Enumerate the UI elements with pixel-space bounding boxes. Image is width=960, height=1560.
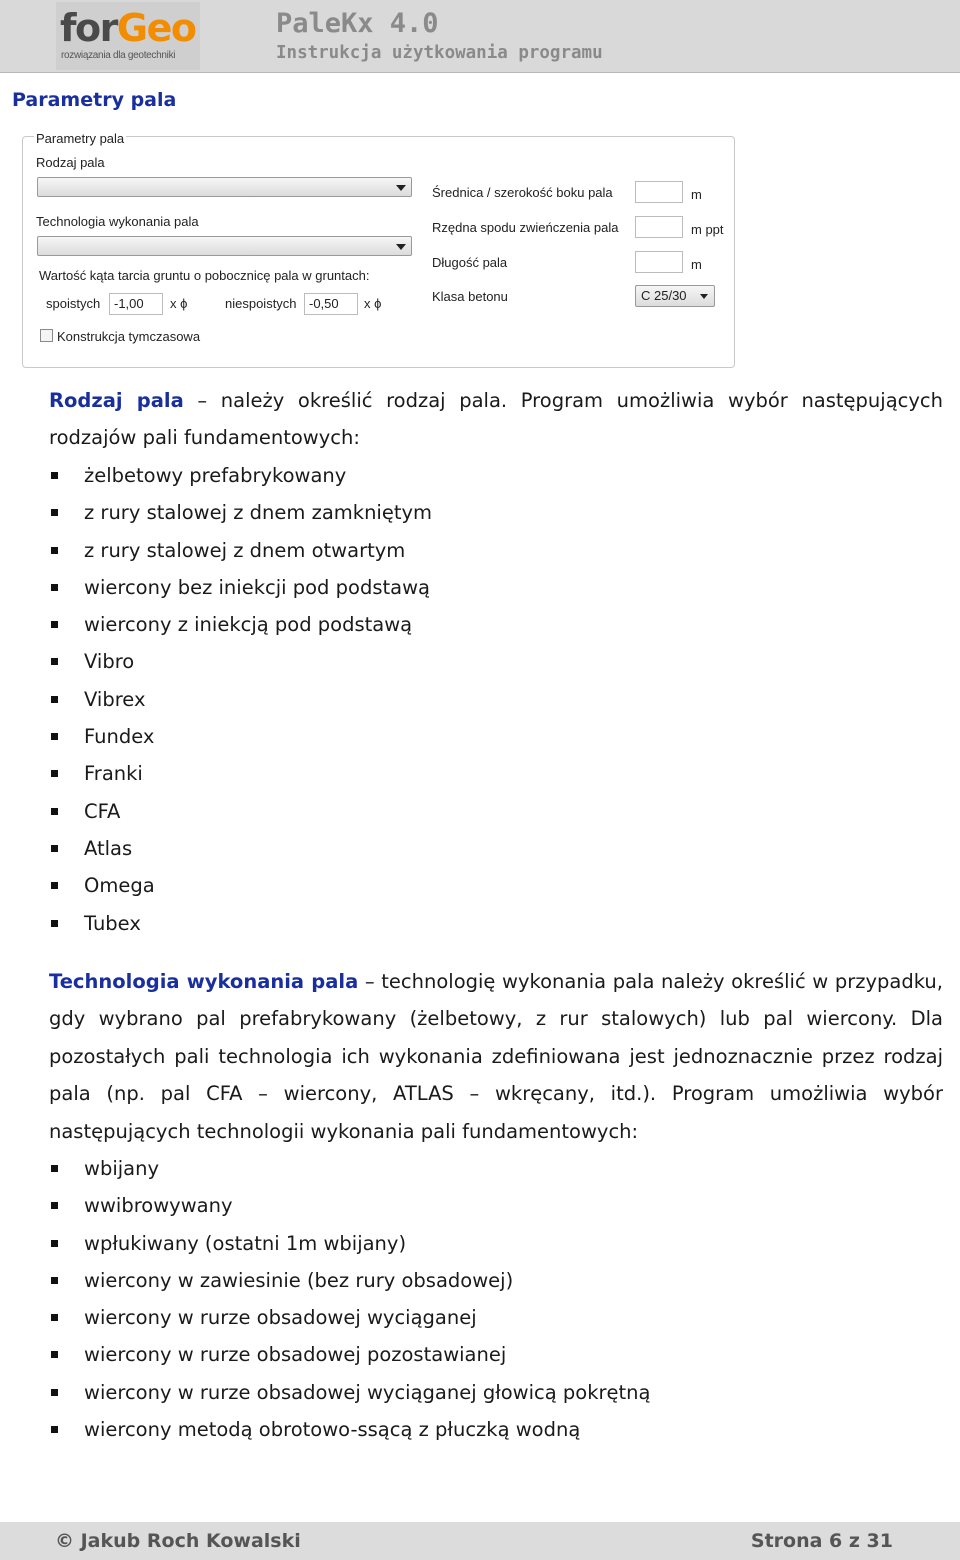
list-item: [49, 457, 432, 494]
list-item: [49, 681, 432, 718]
square-bullet-icon: [51, 1314, 58, 1321]
square-bullet-icon: [51, 1426, 58, 1433]
length-input[interactable]: [635, 251, 683, 273]
diameter-unit: m: [691, 187, 702, 202]
cohesive-unit: x ϕ: [170, 296, 188, 311]
square-bullet-icon: [51, 808, 58, 815]
list-item: [49, 1225, 651, 1262]
square-bullet-icon: [51, 621, 58, 628]
forgeo-logo: [56, 2, 200, 70]
list-item: [49, 569, 432, 606]
group-title: Parametry pala: [36, 131, 125, 146]
concrete-class-dropdown[interactable]: [635, 285, 715, 307]
cap-level-label: Rzędna spodu zwieńczenia pala: [432, 220, 619, 235]
square-bullet-icon: [51, 920, 58, 927]
noncohesive-friction-input[interactable]: -0,50: [304, 293, 358, 315]
list-item-text: wiercony w rurze obsadowej pozostawianej: [84, 1343, 507, 1367]
temporary-construction-label: Konstrukcja tymczasowa: [57, 329, 201, 344]
list-item-text: wiercony bez iniekcji pod podstawą: [84, 575, 430, 599]
list-item: [49, 793, 432, 830]
page-header: [0, 0, 960, 73]
concrete-class-value: C 25/30: [641, 288, 687, 303]
pile-type-dropdown[interactable]: [37, 177, 412, 197]
square-bullet-icon: [51, 1277, 58, 1284]
list-item-text: żelbetowy prefabrykowany: [84, 464, 347, 487]
square-bullet-icon: [51, 1202, 58, 1209]
list-item: [49, 905, 432, 942]
list-item: [49, 1187, 651, 1224]
pile-type-term: Rodzaj pala: [49, 389, 184, 412]
chevron-down-icon: [396, 185, 406, 191]
square-bullet-icon: [51, 733, 58, 740]
pile-types-list: [49, 457, 432, 942]
list-item-text: Omega: [84, 874, 155, 898]
list-item-text: Franki: [84, 762, 143, 786]
list-item: [49, 867, 432, 904]
list-item: [49, 1299, 651, 1336]
list-item-text: wbijany: [84, 1157, 160, 1180]
list-item: [49, 755, 432, 792]
logo-wordmark-geo: Geo: [116, 6, 196, 50]
list-item-text: Atlas: [84, 836, 133, 860]
list-item-text: wwibrowywany: [84, 1194, 233, 1218]
list-item: [49, 1262, 651, 1299]
page-footer: [0, 1522, 960, 1560]
square-bullet-icon: [51, 472, 58, 479]
length-unit: m: [691, 257, 702, 272]
square-bullet-icon: [51, 509, 58, 516]
list-item-text: z rury stalowej z dnem zamkniętym: [84, 501, 433, 525]
list-item-text: Fundex: [84, 725, 155, 749]
chevron-down-icon: [700, 294, 708, 299]
logo-wordmark-for: for: [60, 6, 117, 50]
logo-wordmark: [60, 8, 195, 48]
temporary-construction-checkbox[interactable]: [40, 329, 53, 342]
square-bullet-icon: [51, 658, 58, 665]
list-item: [49, 532, 432, 569]
list-item-text: wiercony z iniekcją pod podstawą: [84, 613, 413, 637]
list-item-text: wiercony w rurze obsadowej wyciąganej głowicą pokrętną: [84, 1380, 651, 1404]
list-item-text: Tubex: [84, 911, 141, 935]
square-bullet-icon: [51, 770, 58, 777]
friction-label: Wartość kąta tarcia gruntu o pobocznicę pala w gruntach:: [39, 268, 370, 283]
square-bullet-icon: [51, 1165, 58, 1172]
footer-page-number: Strona 6 z 31: [750, 1530, 893, 1552]
list-item: [49, 606, 432, 643]
pile-parameters-panel: [22, 131, 735, 368]
technology-dropdown[interactable]: [37, 236, 412, 256]
length-label: Długość pala: [432, 255, 508, 270]
list-item-text: z rury stalowej z dnem otwartym: [84, 538, 406, 562]
list-item: [49, 1374, 651, 1411]
list-item-text: Vibrex: [84, 687, 146, 711]
logo-tagline: rozwiązania dla geotechniki: [61, 50, 176, 61]
pile-type-paragraph: [49, 382, 943, 457]
list-item-text: wiercony metodą obrotowo-ssącą z płuczką wodną: [84, 1418, 581, 1442]
square-bullet-icon: [51, 1240, 58, 1247]
noncohesive-label: niespoistych: [225, 296, 297, 311]
list-item: [49, 1411, 651, 1448]
list-item-text: CFA: [84, 799, 121, 823]
section-heading: Parametry pala: [12, 89, 177, 111]
chevron-down-icon: [396, 244, 406, 250]
list-item: [49, 643, 432, 680]
app-subtitle: Instrukcja użytkowania programu: [276, 43, 603, 63]
pile-type-description: – należy określić rodzaj pala. Program umożliwia wybór następujących rodzajów pali fundamentowych:: [49, 389, 944, 450]
diameter-label: Średnica / szerokość boku pala: [432, 185, 613, 200]
diameter-input[interactable]: [635, 181, 683, 203]
cap-level-input[interactable]: [635, 216, 683, 238]
list-item: [49, 494, 432, 531]
technology-description: – technologię wykonania pala należy określić w przypadku, gdy wybrano pal prefabrykowany (żelbetowy, z rur stalowych) lub pal wiercony. Dla pozostałych pali technologia ich wykonania zdefiniowana jest jednoznacznie przez rodzaj pala (np. pal CFA – wiercony, ATLAS – wkręcany, itd.). Program umożliwia wybór następujących technologii wykonania pali fundamentowych:: [49, 970, 943, 1143]
list-item-text: Vibro: [84, 650, 135, 674]
list-item-text: wpłukiwany (ostatni 1m wbijany): [84, 1231, 407, 1255]
cohesive-label: spoistych: [46, 296, 101, 311]
list-item: [49, 830, 432, 867]
square-bullet-icon: [51, 584, 58, 591]
square-bullet-icon: [51, 845, 58, 852]
square-bullet-icon: [51, 1351, 58, 1358]
technology-paragraph: [49, 963, 943, 1150]
list-item: [49, 1336, 651, 1373]
list-item: [49, 1150, 651, 1187]
pile-type-label: Rodzaj pala: [36, 155, 105, 170]
app-title: PaleKx 4.0: [276, 8, 439, 39]
list-item: [49, 718, 432, 755]
technologies-list: [49, 1150, 651, 1448]
cap-level-unit: m ppt: [691, 222, 724, 237]
concrete-class-label: Klasa betonu: [432, 289, 508, 304]
list-item-text: wiercony w rurze obsadowej wyciąganej: [84, 1306, 477, 1330]
noncohesive-unit: x ϕ: [364, 296, 382, 311]
list-item-text: wiercony w zawiesinie (bez rury obsadowej): [84, 1268, 514, 1292]
cohesive-friction-input[interactable]: -1,00: [109, 293, 163, 315]
technology-label: Technologia wykonania pala: [36, 214, 199, 229]
technology-term: Technologia wykonania pala: [49, 970, 359, 993]
square-bullet-icon: [51, 547, 58, 554]
square-bullet-icon: [51, 696, 58, 703]
square-bullet-icon: [51, 882, 58, 889]
footer-author: © Jakub Roch Kowalski: [55, 1530, 301, 1552]
square-bullet-icon: [51, 1389, 58, 1396]
